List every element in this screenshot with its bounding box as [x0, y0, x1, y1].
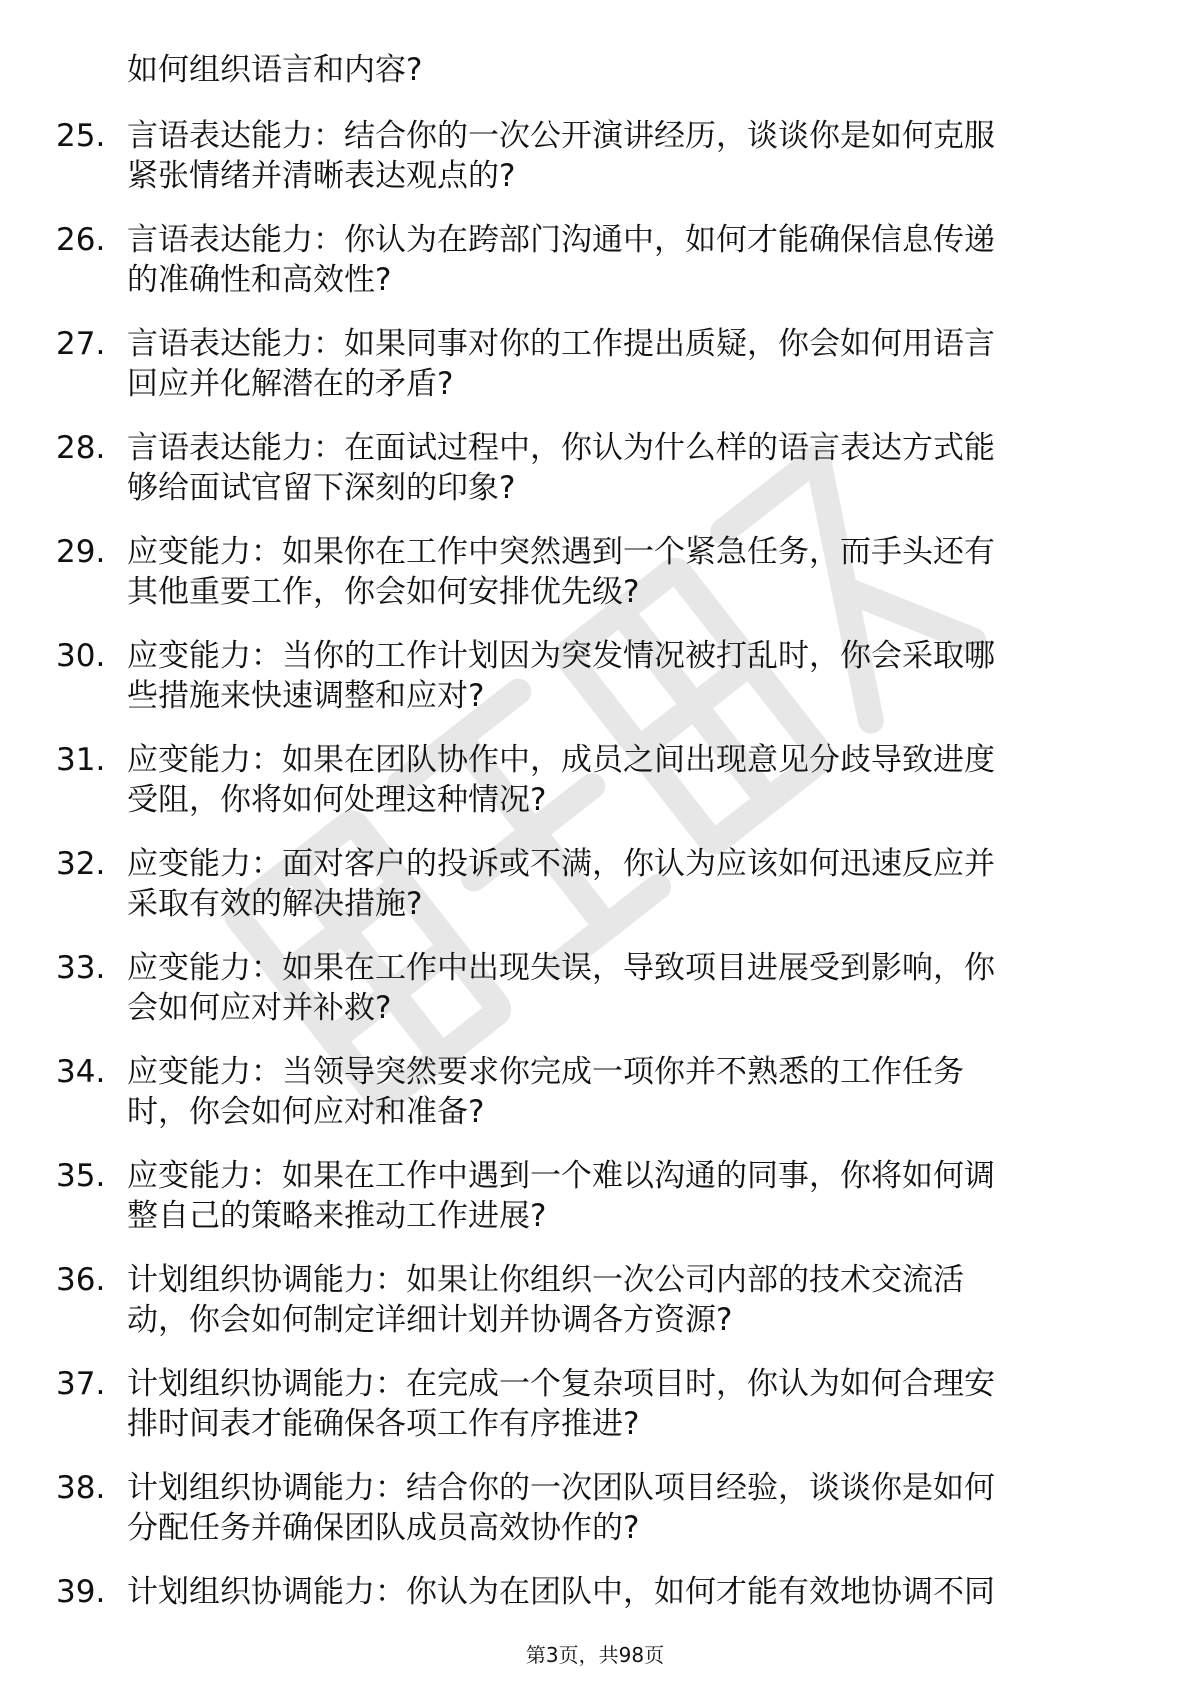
question-text: [127, 740, 1112, 820]
question-text: [127, 844, 1112, 924]
question-number: 26.: [56, 222, 106, 258]
question-item: [0, 940, 1190, 1044]
question-line: 时，你会如何应对和准备?: [127, 1094, 485, 1130]
question-line: 言语表达能力：结合你的一次公开演讲经历，谈谈你是如何克服: [127, 118, 995, 154]
question-line: 应变能力：如果你在工作中突然遇到一个紧急任务，而手头还有: [127, 534, 995, 570]
question-item: [0, 628, 1190, 732]
question-line: 计划组织协调能力：结合你的一次团队项目经验，谈谈你是如何: [127, 1470, 995, 1506]
question-item: [0, 212, 1190, 316]
question-item: [0, 1460, 1190, 1564]
question-line: 应变能力：如果在工作中出现失误，导致项目进展受到影响，你: [127, 950, 995, 986]
question-line: 受阻，你将如何处理这种情况?: [127, 782, 547, 818]
question-line: 排时间表才能确保各项工作有序推进?: [127, 1406, 640, 1442]
question-number: 28.: [56, 430, 106, 466]
question-line: 应变能力：面对客户的投诉或不满，你认为应该如何迅速反应并: [127, 846, 995, 882]
question-line: 够给面试官留下深刻的印象?: [127, 470, 516, 506]
question-line: 些措施来快速调整和应对?: [127, 678, 485, 714]
question-number: 33.: [56, 950, 106, 986]
question-item: [0, 836, 1190, 940]
question-text: [127, 636, 1112, 716]
question-list: [0, 108, 1190, 1668]
question-number: 27.: [56, 326, 106, 362]
question-line: 应变能力：当领导突然要求你完成一项你并不熟悉的工作任务: [127, 1054, 964, 1090]
question-item: [0, 732, 1190, 836]
question-number: 36.: [56, 1262, 106, 1298]
question-line: 应变能力：如果在工作中遇到一个难以沟通的同事，你将如何调: [127, 1158, 995, 1194]
question-line: 动，你会如何制定详细计划并协调各方资源?: [127, 1302, 733, 1338]
question-text: [127, 1260, 1112, 1340]
question-text: [127, 220, 1112, 300]
question-line: 的准确性和高效性?: [127, 262, 392, 298]
question-number: 35.: [56, 1158, 106, 1194]
question-line: 回应并化解潜在的矛盾?: [127, 366, 454, 402]
question-line: 计划组织协调能力：在完成一个复杂项目时，你认为如何合理安: [127, 1366, 995, 1402]
question-line: 会如何应对并补救?: [127, 990, 392, 1026]
question-item: [0, 420, 1190, 524]
question-item: [0, 1356, 1190, 1460]
question-line: 采取有效的解决措施?: [127, 886, 423, 922]
question-number: 31.: [56, 742, 106, 778]
question-text: [127, 1364, 1112, 1444]
question-item: [0, 108, 1190, 212]
question-item: [0, 1252, 1190, 1356]
question-number: 38.: [56, 1470, 106, 1506]
question-number: 25.: [56, 118, 106, 154]
question-line: 整自己的策略来推动工作进展?: [127, 1198, 547, 1234]
question-line: 其他重要工作，你会如何安排优先级?: [127, 574, 640, 610]
question-text: [127, 948, 1112, 1028]
question-line: 应变能力：如果在团队协作中，成员之间出现意见分歧导致进度: [127, 742, 995, 778]
question-text: [127, 1052, 1112, 1132]
question-number: 29.: [56, 534, 106, 570]
question-line: 紧张情绪并清晰表达观点的?: [127, 158, 516, 194]
question-text: [127, 428, 1112, 508]
question-number: 39.: [56, 1574, 106, 1610]
question-text: [127, 532, 1112, 612]
question-line: 言语表达能力：你认为在跨部门沟通中，如何才能确保信息传递: [127, 222, 995, 258]
question-line: 言语表达能力：在面试过程中，你认为什么样的语言表达方式能: [127, 430, 995, 466]
question-text: [127, 1572, 1112, 1652]
question-item: [0, 316, 1190, 420]
page-footer: 第3页，共98页: [525, 1643, 665, 1667]
continuation-text: 如何组织语言和内容?: [127, 52, 423, 88]
question-line: 计划组织协调能力：如果让你组织一次公司内部的技术交流活: [127, 1262, 964, 1298]
question-line: 言语表达能力：如果同事对你的工作提出质疑，你会如何用语言: [127, 326, 995, 362]
question-text: [127, 1468, 1112, 1548]
question-number: 30.: [56, 638, 106, 674]
question-item: [0, 524, 1190, 628]
question-text: [127, 1156, 1112, 1236]
question-number: 32.: [56, 846, 106, 882]
question-text: [127, 116, 1112, 196]
question-line: 分配任务并确保团队成员高效协作的?: [127, 1510, 640, 1546]
question-item: [0, 1044, 1190, 1148]
question-number: 37.: [56, 1366, 106, 1402]
question-number: 34.: [56, 1054, 106, 1090]
question-item: [0, 1148, 1190, 1252]
question-line: 应变能力：当你的工作计划因为突发情况被打乱时，你会采取哪: [127, 638, 995, 674]
question-text: [127, 324, 1112, 404]
question-line: 计划组织协调能力：你认为在团队中，如何才能有效地协调不同: [127, 1574, 995, 1610]
